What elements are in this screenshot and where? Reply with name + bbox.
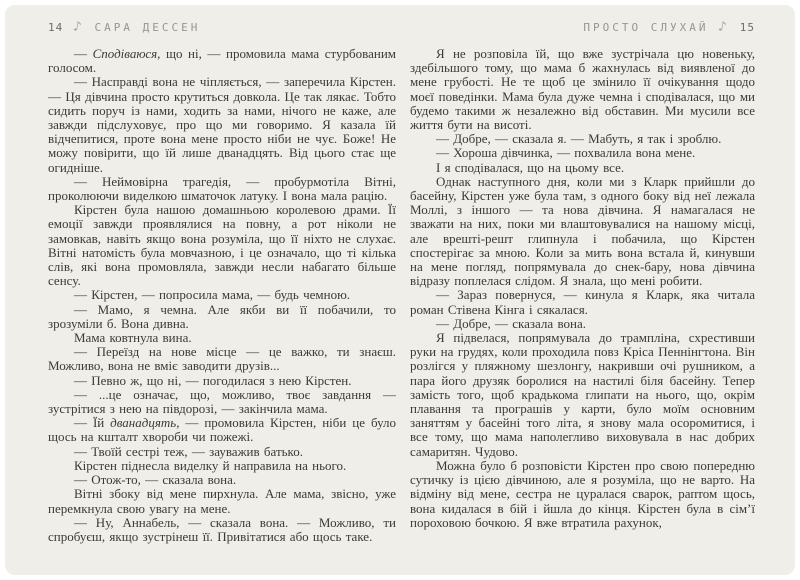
paragraph: Мама ковтнула вина. <box>74 330 192 346</box>
paragraph: — Кірстен, — попросила мама, — будь чемною. <box>74 287 351 303</box>
page-text-right <box>410 47 755 559</box>
paragraph: — Ну, Аннабель, — сказала вона. — Можливо, ти спробуєш, якщо зустрінеш її. Привітатися або щось таке. <box>48 514 396 544</box>
paragraph: Однак наступного дня, коли ми з Кларк прийшли до басейну, Кірстен уже була там, з одного боку від неї лежала Моллі, з іншого — та нова дівчина. Я намагалася не зважати на них, поки ми влаштовувалися на нашому місці, але врешті-решт глипнула і побачила, що Кірстен спостерігає за мною. Коли за мить вона встала й, кинувши на мене погляд, попрямувала до снек-бару, нова дівчина відразу поплелася слідом. Я знала, що мені робити. <box>410 173 755 289</box>
book-spread <box>5 5 795 575</box>
running-head-left <box>48 18 396 36</box>
paragraph: — Сподіваюся, що ні, — промовила мама стурбованим голосом. <box>48 47 396 76</box>
paragraph: — ...це означає, що, можливо, твоє завдання — зустрітися з нею на півдорозі, — закінчила мама. <box>48 386 396 417</box>
paragraph: Вітні збоку від мене пирхнула. Але мама, звісно, уже перемкнула свою увагу на мене. <box>48 486 396 516</box>
paragraph: Можна було б розповісти Кірстен про свою попередню сутичку із цією дівчиною, але я розуміла, що не варто. На відміну від мене, сестра не цуралася сварок, раптом щось, вона кидалася в бій і йшла до кінця. Кірстен була в сім’ї пороховою бочкою. Я вже втратила рахунок, <box>410 457 755 530</box>
paragraph: — Добре, — сказала я. — Мабуть, я так і зроблю. <box>436 131 722 147</box>
page-number-right: 15 <box>739 20 755 34</box>
page-number-left: 14 <box>48 20 64 34</box>
running-head-right <box>410 18 755 36</box>
paragraph: І я сподівалася, що на цьому все. <box>436 159 625 175</box>
paragraph: — Переїзд на нове місце — це важко, ти знаєш. Можливо, вона не вміє заводити друзів... <box>48 344 396 374</box>
page-text-left <box>48 47 396 559</box>
page-left <box>5 5 400 575</box>
italic-text: Сподіваюся <box>92 47 158 61</box>
paragraph: — Насправді вона не чіпляється, — заперечила Кірстен. — Ця дівчина просто крутиться довкола. Це так лякає. Тобто сидить поруч із нами, ходить за нами, нічого не каже, але завжди підслуховує, про що ми говоримо. Я казала їй відчепитися, проте вона мене просто ніби не чує. Боже! Не можу повірити, що їй лише дванадцять. Від цього стає ще огидніше. <box>48 74 396 175</box>
paragraph: — Неймовірна трагедія, — пробурмотіла Вітні, проколюючи виделкою шматочок латуку. І вона мала рацію. <box>48 173 396 204</box>
paragraph: — Певно ж, що ні, — погодилася з нею Кірстен. <box>74 372 352 388</box>
paragraph: — Отож-то, — сказала вона. <box>74 472 237 488</box>
page-right <box>400 5 795 575</box>
paragraph: — Добре, — сказала вона. <box>436 315 586 331</box>
paragraph: Я підвелася, попрямувала до трампліна, схрестивши руки на грудях, коли проходила повз Кріса Пеннінгтона. Він розлігся у пляжному шезлонгу, накривши очі рушником, а пара його друзяк боролися на настилі біля басейну. Тепер замість того, щоб крадькома глипати на нього, що, окрім плавання та програшів у карти, було моїм основним заняттям у басейні того літа, я знову мала осоромитися, і все тому, що мама наполегливо виховувала в нас добрих самаритян. Чудово. <box>410 330 755 459</box>
eighth-note-icon: ♪ <box>72 18 86 36</box>
eighth-note-icon: ♪ <box>717 18 731 36</box>
paragraph: Я не розповіла їй, що вже зустрічала цю новеньку, здебільшого тому, що мама б жахнулась від виявленої до мене грубості. Не те щоб це змінило її очікування щодо моєї поведінки. Мама була дуже чемна і сподівалася, що ми будемо такими ж незалежно від обставин. Ми мусили все життя бути на висоті. <box>410 47 755 133</box>
paragraph: Кірстен була нашою домашньою королевою драми. Її емоції завжди проявлялися на повну, а рот ніколи не замовкав, навіть якщо вона розуміла, що її ніхто не слухає. Вітні натомість була мовчазною, і це означало, що ті кілька слів, які вона промовляла, завжди несли набагато більше сенсу. <box>48 202 396 289</box>
paragraph: — Зараз повернуся, — кинула я Кларк, яка читала роман Стівена Кінга і сякалася. <box>410 287 755 317</box>
running-title-book: ПРОСТО СЛУХАЙ <box>583 20 709 34</box>
running-title-author: САРА ДЕССЕН <box>94 20 201 34</box>
paragraph: — Їй дванадцять, — промовила Кірстен, ніби це було щось на кшталт хвороби чи пожежі. <box>48 415 396 445</box>
paragraph: — Хороша дівчинка, — похвалила вона мене. <box>436 145 696 161</box>
paragraph: Кірстен піднесла виделку й направила на нього. <box>74 457 347 473</box>
paragraph: — Твоїй сестрі теж, — зауважив батько. <box>74 443 303 459</box>
paragraph: — Мамо, я чемна. Але якби ви її побачили, то зрозуміли б. Вона дивна. <box>48 301 396 331</box>
italic-text: дванадцять <box>110 415 177 431</box>
